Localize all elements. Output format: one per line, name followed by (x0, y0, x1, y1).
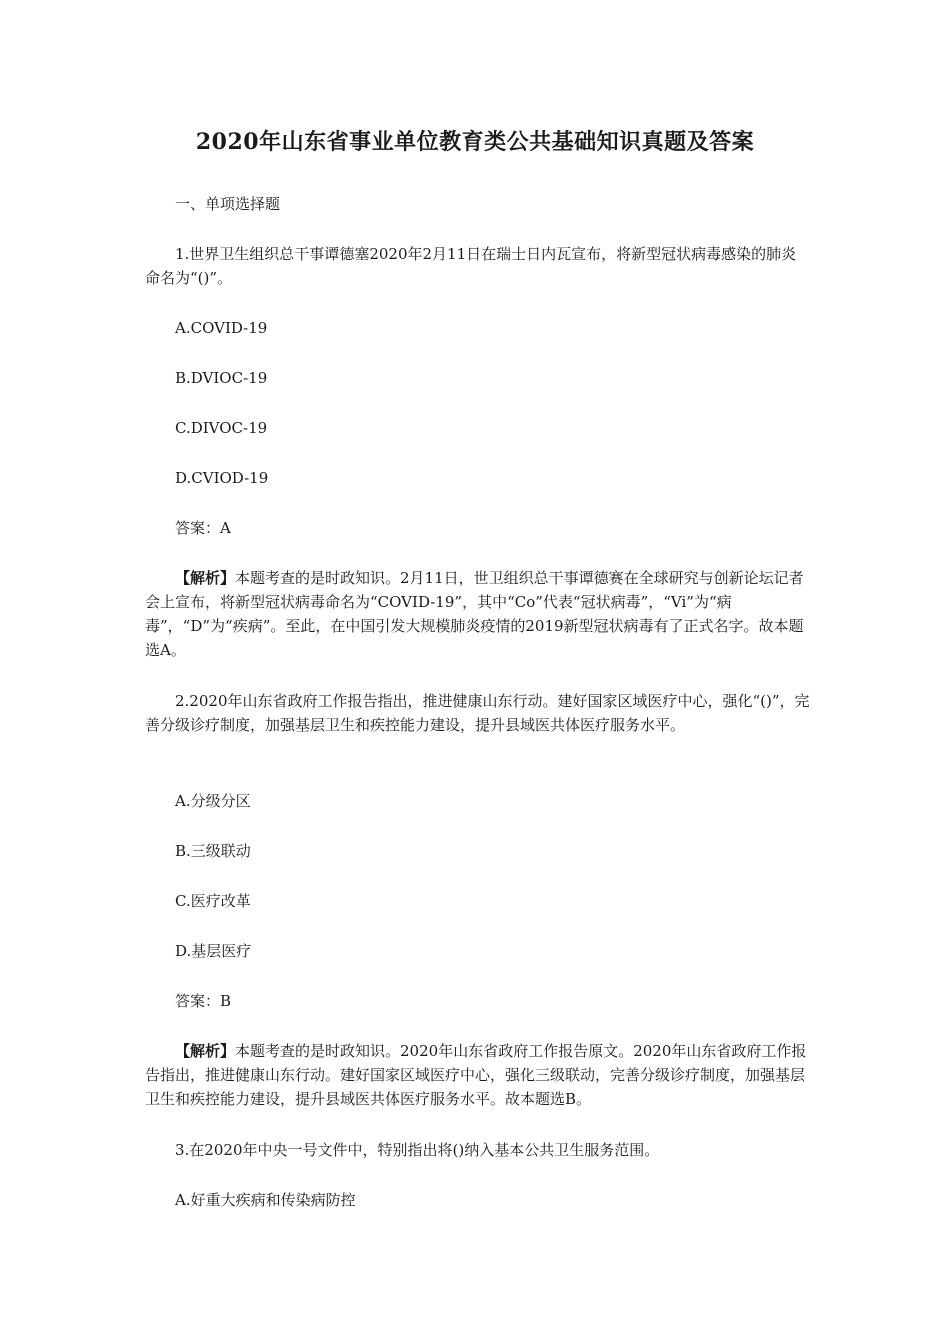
analysis-label: 【解析】 (175, 1042, 236, 1060)
question-1-option-a: A.COVID-19 (175, 319, 268, 337)
question-1-answer: 答案：A (175, 519, 231, 537)
question-2-option-b: B.三级联动 (175, 842, 251, 860)
question-3-stem: 3.在2020年中央一号文件中，特别指出将()纳入基本公共卫生服务范围。 (175, 1141, 660, 1159)
question-1-option-c: C.DIVOC-19 (175, 419, 268, 437)
question-2-option-d: D.基层医疗 (175, 942, 252, 960)
analysis-label: 【解析】 (175, 569, 236, 587)
question-1-stem: 1.世界卫生组织总干事谭德塞2020年2月11日在瑞士日内瓦宣布，将新型冠状病毒感染的肺炎命名为“()”。 (145, 245, 797, 287)
question-2-option-c: C.医疗改革 (175, 892, 251, 910)
question-1-analysis (145, 566, 810, 662)
question-1-option-d: D.CVIOD-19 (175, 469, 269, 487)
question-3-option-a: A.好重大疾病和传染病防控 (175, 1191, 356, 1209)
analysis-text: 本题考查的是时政知识。2月11日，世卫组织总干事谭德赛在全球研究与创新论坛记者会上宣布，将新型冠状病毒命名为“COVID-19”，其中“Co”代表“冠状病毒”，“Vi”为“病毒”，“D”为“疾病”。至此，在中国引发大规模肺炎疫情的2019新型冠状病毒有了正式名字。故本题选A。 (145, 569, 804, 659)
document-title: 2020年山东省事业单位教育类公共基础知识真题及答案 (195, 129, 755, 155)
question-2-option-a: A.分级分区 (175, 792, 251, 810)
question-1-option-b: B.DVIOC-19 (175, 369, 268, 387)
question-2-analysis (145, 1039, 810, 1111)
question-2-stem: 2.2020年山东省政府工作报告指出，推进健康山东行动。建好国家区域医疗中心，强化“()”，完善分级诊疗制度，加强基层卫生和疾控能力建设，提升县域医共体医疗服务水平。 (145, 692, 810, 734)
analysis-text: 本题考查的是时政知识。2020年山东省政府工作报告原文。2020年山东省政府工作报告指出，推进健康山东行动。建好国家区域医疗中心，强化三级联动，完善分级诊疗制度，加强基层卫生和疾控能力建设，提升县域医共体医疗服务水平。故本题选B。 (145, 1042, 807, 1108)
question-2-answer: 答案：B (175, 992, 232, 1010)
section-heading: 一、单项选择题 (175, 195, 281, 213)
